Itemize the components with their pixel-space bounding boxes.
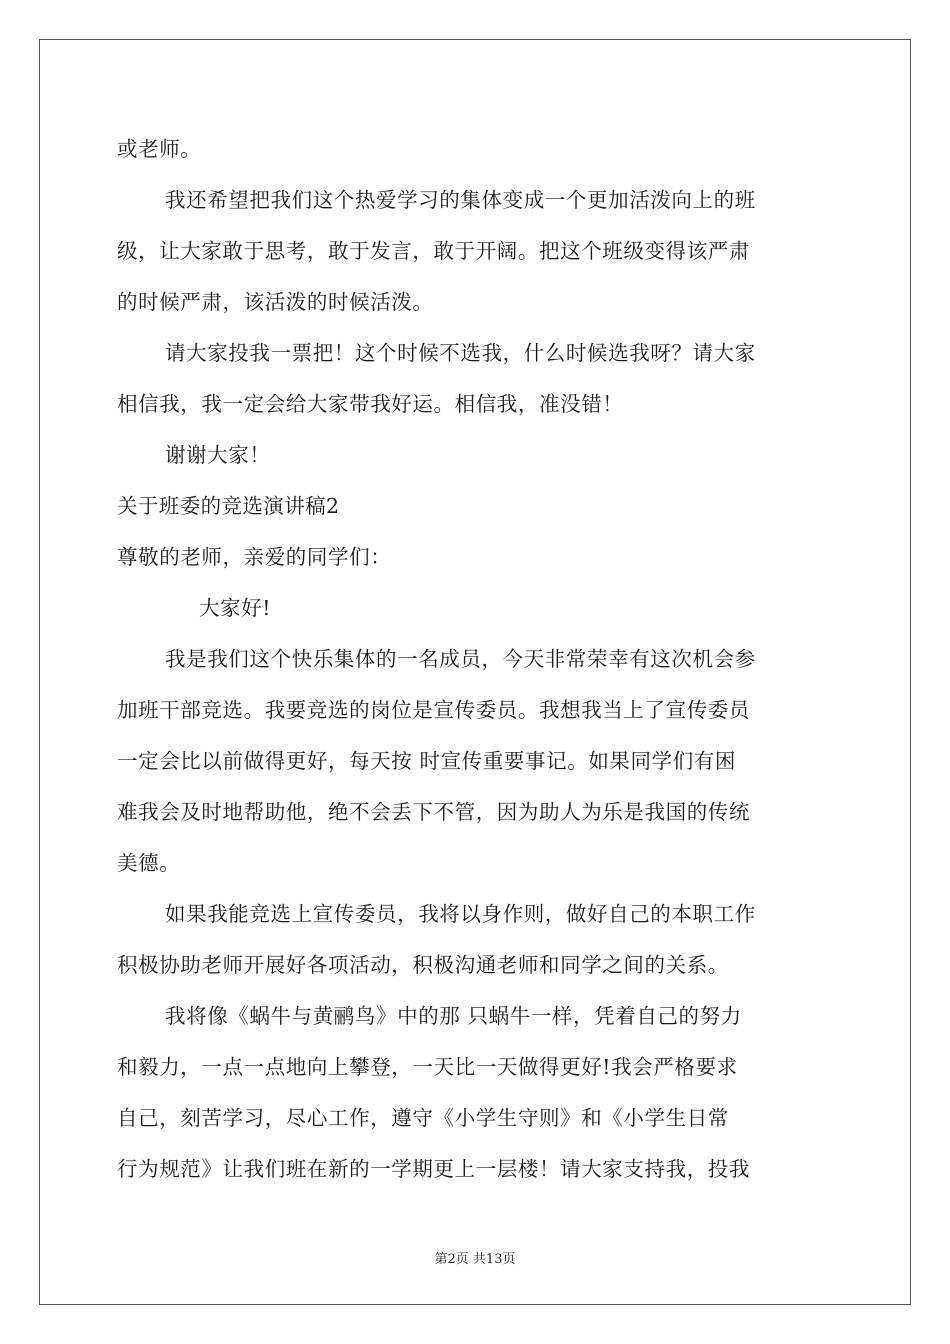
- section-heading: 关于班委的竞选演讲稿2: [117, 494, 340, 518]
- text-line: 相信我，我一定会给大家带我好运。相信我，准没错！: [117, 392, 624, 416]
- text-line: 级，让大家敢于思考，敢于发言，敢于开阔。把这个班级变得该严肃: [117, 239, 750, 263]
- text-line: 自己，刻苦学习，尽心工作，遵守《小学生守则》和《小学生日常: [117, 1106, 729, 1130]
- text-line: 我还希望把我们这个热爱学习的集体变成一个更加活泼向上的班: [165, 188, 756, 212]
- text-line: 难我会及时地帮助他，绝不会丢下不管，因为助人为乐是我国的传统: [117, 800, 750, 824]
- greeting: 大家好!: [199, 596, 272, 620]
- text-line: 我将像《蜗牛与黄鹂鸟》中的那 只蜗牛一样，凭着自己的努力: [165, 1004, 742, 1028]
- text-line: 积极协助老师开展好各项活动，积极沟通老师和同学之间的关系。: [117, 953, 729, 977]
- text-line: 我是我们这个快乐集体的一名成员，今天非常荣幸有这次机会参: [165, 647, 756, 671]
- salutation: 尊敬的老师，亲爱的同学们：: [117, 545, 392, 569]
- text-line: 和毅力，一点一点地向上攀登，一天比一天做得更好!我会严格要求: [117, 1055, 738, 1079]
- text-line: 美德。: [117, 851, 181, 875]
- text-line: 加班干部竞选。我要竞选的岗位是宣传委员。我想我当上了宣传委员: [117, 698, 750, 722]
- text-line: 的时候严肃，该活泼的时候活泼。: [117, 290, 434, 314]
- text-line: 如果我能竞选上宣传委员，我将以身作则，做好自己的本职工作: [165, 902, 756, 926]
- text-line: 请大家投我一票把！这个时候不选我，什么时候选我呀？请大家: [165, 341, 756, 365]
- text-line: 谢谢大家！: [165, 443, 271, 467]
- document-body: [117, 124, 833, 1195]
- page-number: 第2页 共13页: [434, 1252, 516, 1267]
- text-line: 行为规范》让我们班在新的一学期更上一层楼！请大家支持我，投我: [117, 1157, 750, 1181]
- text-line: 或老师。: [117, 137, 202, 161]
- text-line: 一定会比以前做得更好，每天按 时宣传重要事记。如果同学们有困: [117, 749, 737, 773]
